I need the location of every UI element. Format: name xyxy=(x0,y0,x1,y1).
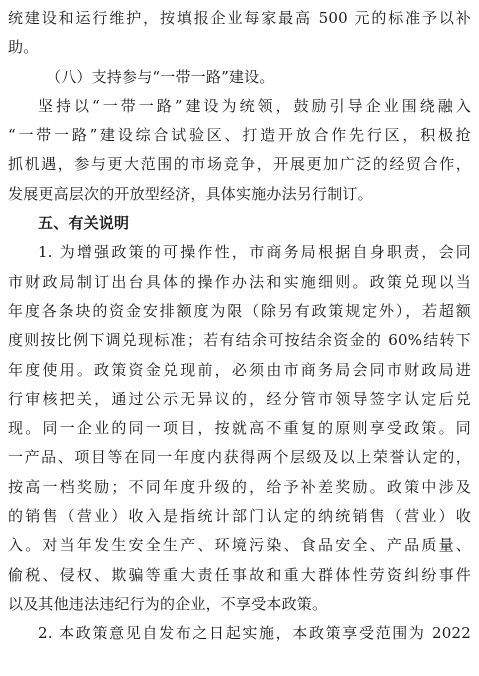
text-line: 按高一档奖励；不同年度升级的，给予补差奖励。政策中涉及 xyxy=(8,477,471,496)
text-line: 2. 本政策意见自发布之日起实施，本政策享受范围为 2022 xyxy=(38,624,471,643)
text-line: 度则按比例下调兑现标准；若有结余可按结余资金的 60%结转下 xyxy=(8,331,471,350)
text-line: 行审核把关，通过公示无异议的，经分管市领导签字认定后兑 xyxy=(8,389,471,408)
text-line: 市财政局制订出台具体的操作办法和实施细则。政策兑现以当 xyxy=(8,272,471,291)
text-line: 入。对当年发生安全生产、环境污染、食品安全、产品质量、 xyxy=(8,536,471,555)
text-line: 以及其他违法违纪行为的企业，不享受本政策。 xyxy=(8,594,328,613)
text-line: 现。同一企业的同一项目，按就高不重复的原则享受政策。同 xyxy=(8,419,471,438)
text-line: “一带一路”建设综合试验区、打造开放合作先行区，积极抢 xyxy=(8,126,471,145)
text-line: 的销售（营业）收入是指统计部门认定的纳统销售（营业）收 xyxy=(8,507,471,526)
text-line: 发展更高层次的开放型经济，具体实施办法另行制订。 xyxy=(8,184,373,203)
text-line: 年度使用。政策资金兑现前，必须由市商务局会同市财政局进 xyxy=(8,360,471,379)
text-line: 1. 为增强政策的可操作性，市商务局根据自身职责，会同 xyxy=(38,243,471,262)
text-line: 统建设和运行维护，按填报企业每家最高 500 元的标准予以补 xyxy=(8,9,471,27)
text-line: 偷税、侵权、欺骗等重大责任事故和重大群体性劳资纠纷事件 xyxy=(8,565,471,584)
text-line: 抓机遇，参与更大范围的市场竞争，开展更加广泛的经贸合作， xyxy=(8,155,471,174)
text-line: 年度各条块的资金安排额度为限（除另有政策规定外），若超额 xyxy=(8,301,471,320)
section-subheading: （八）支持参与“一带一路”建设。 xyxy=(46,67,275,86)
text-line: 助。 xyxy=(8,38,39,57)
section-heading: 五、有关说明 xyxy=(38,214,130,233)
text-line: 一产品、项目等在同一年度内获得两个层级及以上荣誉认定的， xyxy=(8,448,471,467)
text-line: 坚持以“一带一路”建设为统领，鼓励引导企业围绕融入 xyxy=(38,96,471,115)
